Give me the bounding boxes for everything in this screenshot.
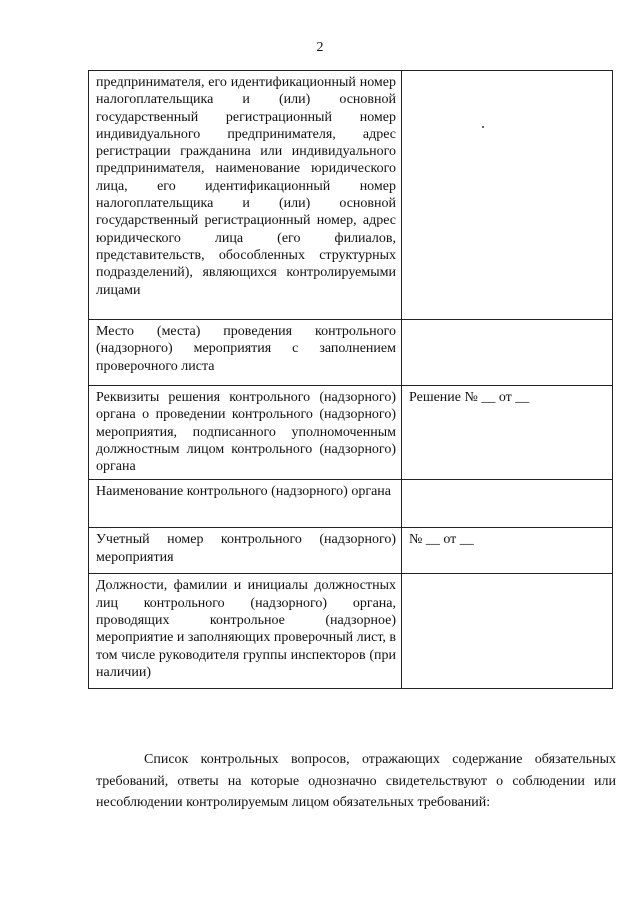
- row-label-inspection-place: Место (места) проведения контрольного (надзорного) мероприятия с заполнением проверочного листа: [89, 320, 402, 386]
- row-value-decision-details: Решение № __ от __: [402, 386, 613, 480]
- row-label-controlled-person: предпринимателя, его идентификационный номер налогоплательщика и (или) основной государственный регистрационный номер индивидуального предпринимателя, адрес регистрации гражданина или индивидуального предпринимателя, наименование юридического лица, его идентификационный номер налогоплательщика и (или) основной государственный регистрационный номер, адрес юридического лица (его филиалов, представительств, обособленных структурных подразделений), являющихся контролируемыми лицами: [89, 71, 402, 320]
- table-row: [89, 480, 613, 528]
- scan-dot-mark: [482, 126, 484, 128]
- row-value-inspection-place: [402, 320, 613, 386]
- table-row: [89, 386, 613, 480]
- inspection-details-table: [88, 70, 613, 689]
- row-label-decision-details: Реквизиты решения контрольного (надзорного) органа о проведении контрольного (надзорного) мероприятия, подписанного уполномоченным должностным лицом контрольного (надзорного) органа: [89, 386, 402, 480]
- row-label-registration-number: Учетный номер контрольного (надзорного) мероприятия: [89, 528, 402, 574]
- table-row: [89, 320, 613, 386]
- checklist-intro-paragraph: Список контрольных вопросов, отражающих содержание обязательных требований, ответы на которые однозначно свидетельствуют о соблюдении или несоблюдении контролируемым лицом обязательных требований:: [96, 752, 616, 810]
- row-value-officials: [402, 574, 613, 689]
- table-row: [89, 71, 613, 320]
- row-value-registration-number: № __ от __: [402, 528, 613, 574]
- table-row: [89, 528, 613, 574]
- page-number: 2: [316, 40, 324, 55]
- row-value-authority-name: [402, 480, 613, 528]
- table-row: [89, 574, 613, 689]
- row-label-officials: Должности, фамилии и инициалы должностных лиц контрольного (надзорного) органа, проводящих контрольное (надзорное) мероприятие и заполняющих проверочный лист, в том числе руководителя группы инспекторов (при наличии): [89, 574, 402, 689]
- row-label-authority-name: Наименование контрольного (надзорного) органа: [89, 480, 402, 528]
- row-value-controlled-person: [402, 71, 613, 320]
